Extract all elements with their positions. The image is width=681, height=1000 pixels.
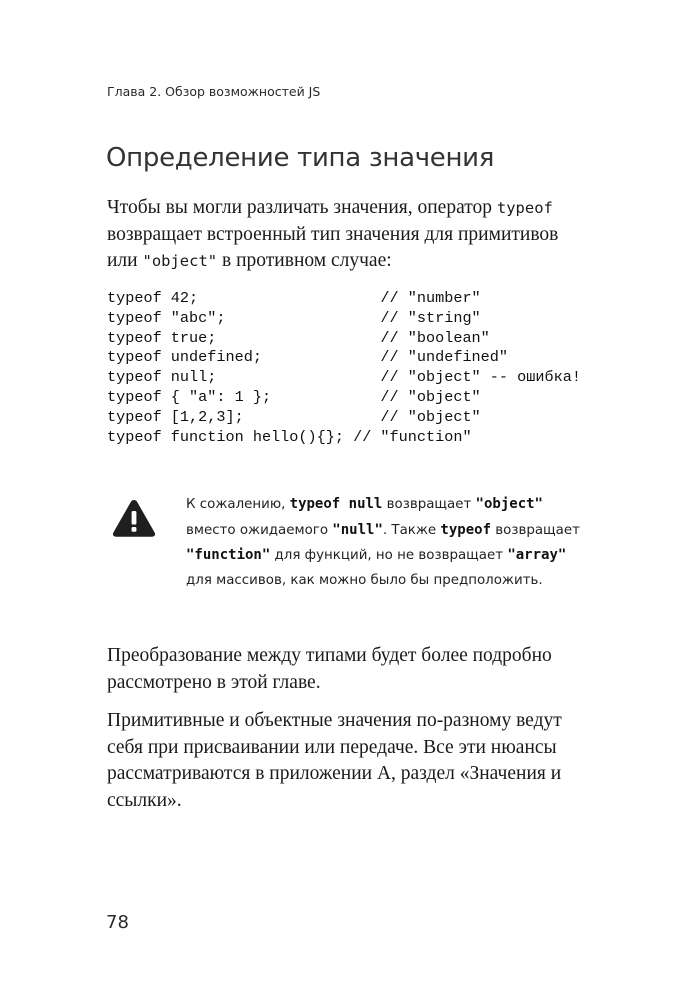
intro-text-3: в противном случае: <box>217 250 392 271</box>
note-text: для функций, но не возвращает <box>270 548 508 563</box>
code-line: typeof "abc"; // "string" <box>107 308 481 327</box>
code-line: typeof [1,2,3]; // "object" <box>107 407 481 426</box>
code-line: typeof { "a": 1 }; // "object" <box>107 387 481 406</box>
intro-text-2: возвращает встроенный тип значения для примитивов или <box>107 223 559 271</box>
section-title: Определение типа значения <box>106 143 495 173</box>
note-text: вместо ожидаемого <box>186 522 333 538</box>
intro-text-1: Чтобы вы могли различать значения, оператор <box>107 197 497 218</box>
intro-paragraph <box>107 195 577 275</box>
code-line: typeof null; // "object" -- ошибка! <box>107 368 581 387</box>
note-text: возвращает <box>491 522 580 538</box>
note-code: "null" <box>332 521 383 538</box>
primitives-paragraph: Примитивные и объектные значения по-разному ведут себя при присваивании или передаче. Все эти нюансы рассматриваются в приложении А, раздел «Значения и ссылки». <box>107 710 562 811</box>
conversion-paragraph: Преобразование между типами будет более подробно рассмотрено в этой главе. <box>107 645 552 693</box>
note-code: typeof <box>440 521 491 538</box>
running-head: Глава 2. Обзор возможностей JS <box>107 84 321 99</box>
note-code: "array" <box>507 547 567 563</box>
code-line: typeof function hello(){}; // "function" <box>107 427 472 446</box>
warning-note <box>186 492 581 593</box>
note-code: "function" <box>186 547 271 563</box>
code-line: typeof true; // "boolean" <box>107 328 490 347</box>
page-number: 78 <box>106 912 129 933</box>
note-text: возвращает <box>382 497 476 512</box>
code-block <box>107 289 581 447</box>
note-text: К сожалению, <box>186 497 290 512</box>
intro-code-object: "object" <box>142 252 218 270</box>
note-text: . Также <box>382 522 441 538</box>
code-line: typeof undefined; // "undefined" <box>107 348 509 367</box>
note-code: typeof null <box>289 496 383 512</box>
code-line: typeof 42; // "number" <box>107 289 481 307</box>
intro-code-typeof: typeof <box>496 199 553 217</box>
note-text: для массивов, как можно было бы предположить. <box>186 572 543 588</box>
warning-triangle-icon <box>112 498 156 538</box>
note-code: "object" <box>475 496 543 512</box>
